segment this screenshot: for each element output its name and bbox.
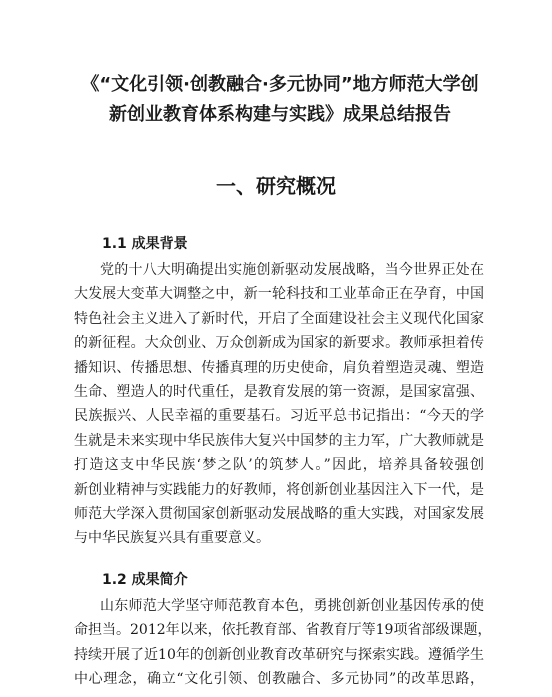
paragraph-line: 的新征程。大众创业、万众创新成为国家的新要求。教师承担着传 xyxy=(74,335,484,352)
paragraph-line: 生就是未来实现中华民族伟大复兴中国梦的主力军，广大教师就是 xyxy=(74,432,484,449)
paragraph-background xyxy=(74,258,484,551)
paragraph-line: 特色社会主义进入了新时代，开启了全面建设社会主义现代化国家 xyxy=(74,310,484,327)
paragraph-line: 中心理念，确立“文化引领、创教融合、多元协同”的改革思路， xyxy=(74,671,484,688)
paragraph-line: 命担当。2012年以来，依托教育部、省教育厅等19项省部级课题， xyxy=(74,622,492,639)
paragraph-line: 师范大学深入贯彻国家创新驱动发展战略的重大实践，对国家发展 xyxy=(74,505,484,522)
subsection-heading-background: 1.1 成果背景 xyxy=(102,236,188,252)
report-title-line-2: 新创业教育体系构建与实践》成果总结报告 xyxy=(109,104,451,125)
paragraph-line: 党的十八大明确提出实施创新驱动发展战略，当今世界正处在 xyxy=(100,262,484,278)
paragraph-line: 新创业精神与实践能力的好教师，将创新创业基因注入下一代，是 xyxy=(74,481,484,498)
paragraph-line: 民族振兴、人民幸福的重要基石。习近平总书记指出：“今天的学 xyxy=(74,408,484,425)
paragraph-introduction xyxy=(74,594,492,692)
subsection-heading-introduction: 1.2 成果简介 xyxy=(102,572,188,588)
paragraph-line: 与中华民族复兴具有重要意义。 xyxy=(74,530,270,547)
section-heading-research-overview: 一、研究概况 xyxy=(216,174,336,198)
paragraph-line: 山东师范大学坚守师范教育本色，勇挑创新创业基因传承的使 xyxy=(100,598,484,614)
paragraph-line: 大发展大变革大调整之中，新一轮科技和工业革命正在孕育，中国 xyxy=(74,286,484,303)
paragraph-line: 打造这支中华民族‘梦之队’的筑梦人。”因此，培养具备较强创 xyxy=(74,457,484,474)
paragraph-line: 播知识、传播思想、传播真理的历史使命，肩负着塑造灵魂、塑造 xyxy=(74,359,484,376)
paragraph-line: 持续开展了近10年的创新创业教育改革研究与探索实践。遵循学生 xyxy=(74,646,484,663)
report-title xyxy=(60,70,500,130)
report-title-line-1: 《“文化引领·创教融合·多元协同”地方师范大学创 xyxy=(81,74,479,95)
paragraph-line: 生命、塑造人的时代重任，是教育发展的第一资源，是国家富强、 xyxy=(74,383,484,400)
